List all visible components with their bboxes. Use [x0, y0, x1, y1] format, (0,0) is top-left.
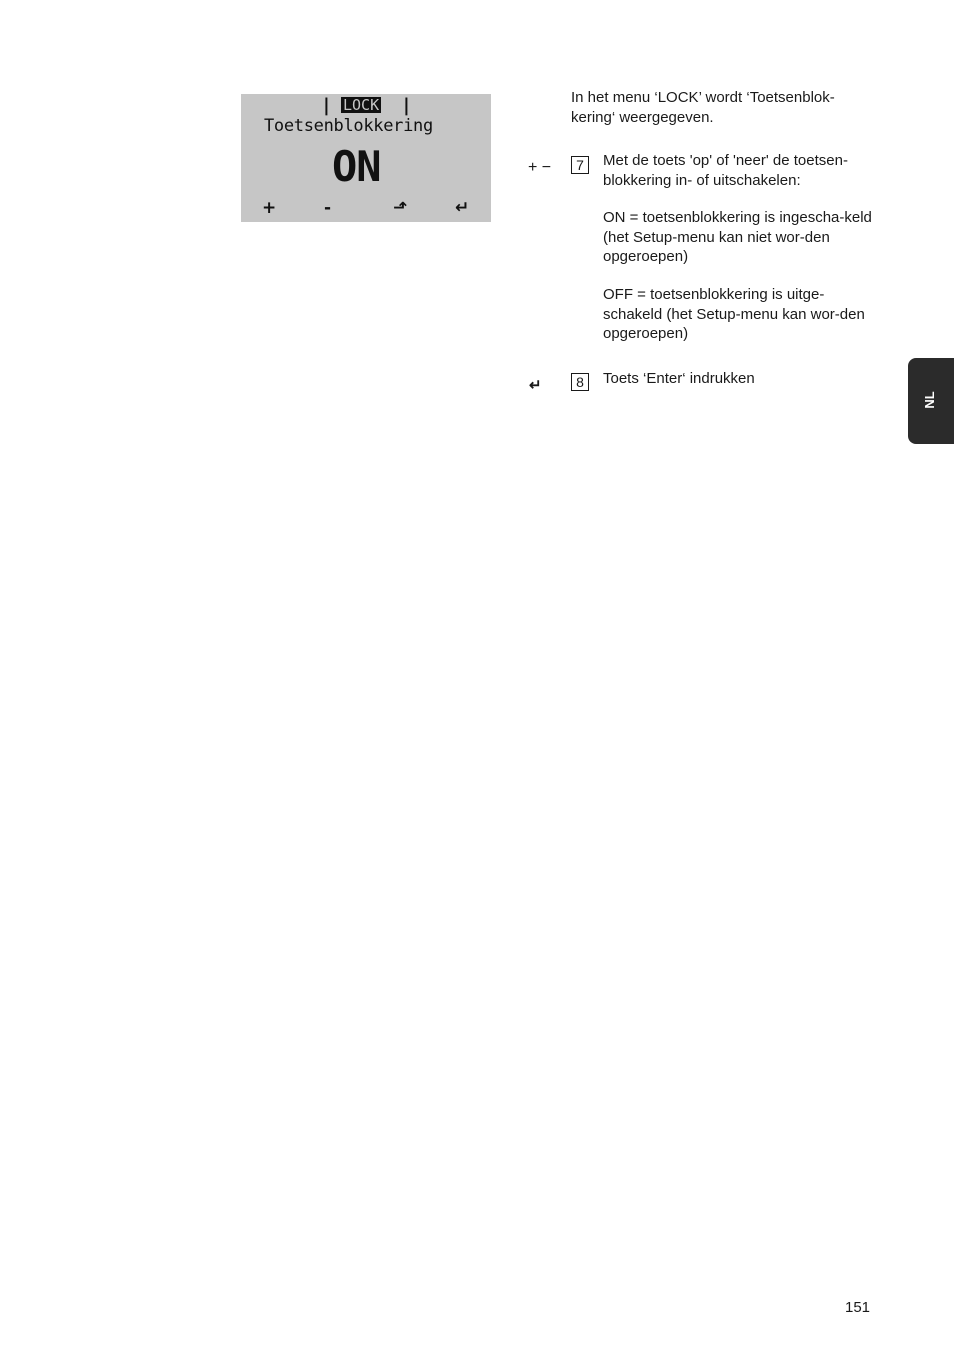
lcd-menu-label: LOCK	[343, 96, 380, 114]
enter-icon: ↵	[529, 377, 542, 394]
step8-text: Toets ‘Enter‘ indrukken	[603, 370, 755, 387]
lcd-enter-key-icon: ↵	[455, 198, 470, 218]
language-tab-label: NL	[922, 391, 937, 409]
page-number: 151	[845, 1299, 871, 1316]
lcd-display	[241, 94, 491, 222]
lcd-bar-left: |	[321, 95, 332, 116]
lcd-plus-key-icon: +	[262, 198, 277, 218]
step7-text: Met de toets 'op' of 'neer' de toetsen-blokkering in- of uitschakelen:	[603, 152, 848, 189]
lcd-title: Toetsenblokkering	[264, 116, 433, 136]
language-tab	[908, 358, 954, 444]
lcd-value: ON	[332, 142, 381, 191]
lcd-minus-key-icon: -	[324, 198, 332, 218]
lcd-back-key-icon: ⬏	[393, 198, 408, 218]
lcd-bar-right: |	[401, 95, 412, 116]
step-number-7: 7	[571, 156, 589, 174]
off-description: OFF = toetsenblokkering is uitge-schakeld (het Setup-menu kan wor-den opgeroepen)	[603, 286, 865, 342]
intro-text: In het menu ‘LOCK’ wordt ‘Toetsenblok-kering‘ weergegeven.	[571, 89, 835, 126]
step-number-8: 8	[571, 373, 589, 391]
lcd-menu-row	[241, 95, 491, 117]
on-description: ON = toetsenblokkering is ingescha-keld (het Setup-menu kan niet wor-den opgeroepen)	[603, 209, 872, 265]
plus-minus-icon: + −	[528, 159, 552, 176]
